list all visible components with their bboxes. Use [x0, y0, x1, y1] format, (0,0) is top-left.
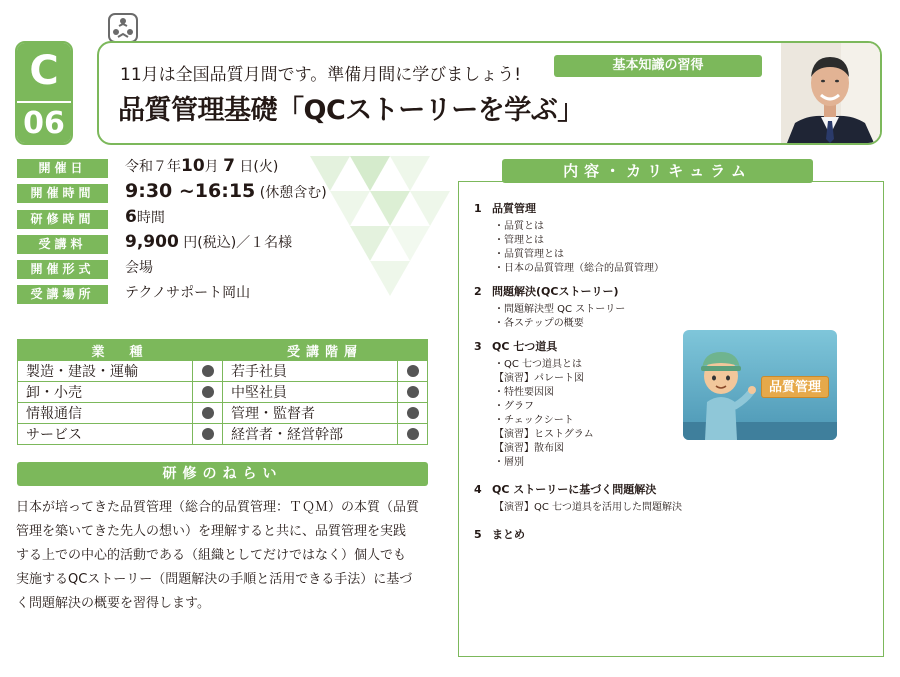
section-title: 品質管理 [492, 202, 536, 215]
curriculum-section-4 [474, 481, 656, 497]
check-dot-icon [202, 386, 214, 398]
level-cell: 中堅社員 [223, 382, 398, 403]
section-number: 3 [474, 340, 482, 353]
list-item: ・層別 [494, 457, 524, 468]
curriculum-section-2 [474, 283, 618, 299]
date-month-unit: 月 [204, 159, 219, 175]
fee-unit: 円(税込)／１名様 [183, 235, 293, 251]
check-dot-icon [407, 428, 419, 440]
list-item: ・品質とは [494, 221, 544, 232]
decorative-pattern [310, 156, 460, 306]
list-item: 【演習】散布図 [494, 443, 564, 454]
date-month: 10 [181, 156, 205, 176]
list-item: ・日本の品質管理（総合的品質管理） [494, 263, 664, 274]
fee-amount: 9,900 [125, 232, 179, 252]
aim-heading: 研修のねらい [17, 462, 428, 486]
table-row [18, 361, 428, 382]
section-number: 1 [474, 202, 482, 215]
info-date-value [125, 156, 278, 176]
target-table [17, 339, 428, 445]
section-number: 4 [474, 483, 482, 496]
industry-check [193, 361, 223, 382]
section-number: 5 [474, 528, 482, 541]
list-item: 【演習】パレート図 [494, 373, 584, 384]
date-era: 令和７年 [125, 159, 181, 175]
info-time-label: 開催時間 [17, 184, 108, 203]
level-check [398, 403, 428, 424]
check-dot-icon [202, 428, 214, 440]
curriculum-heading: 内容・カリキュラム [502, 159, 813, 183]
aim-line: 管理を築いてきた先人の想い）を理解すると共に、品質管理を実践 [16, 524, 407, 539]
table-row [18, 424, 428, 445]
list-item: ・品質管理とは [494, 249, 564, 260]
level-cell: 管理・監督者 [223, 403, 398, 424]
info-venue-label: 受講場所 [17, 285, 108, 304]
aim-line: く問題解決の概要を習得します。 [16, 596, 210, 611]
date-day-unit: 日(火) [239, 159, 279, 175]
level-cell: 経営者・経営幹部 [223, 424, 398, 445]
list-item: ・QC 七つ道具とは [494, 359, 583, 370]
curriculum-section-3 [474, 338, 557, 354]
info-format-label: 開催形式 [17, 260, 108, 279]
industry-cell: 卸・小売 [18, 382, 193, 403]
section-title: QC ストーリーに基づく問題解決 [492, 483, 657, 496]
course-code [15, 41, 73, 145]
list-item: ・各ステップの概要 [494, 318, 584, 329]
category-badge: 基本知識の習得 [554, 55, 762, 77]
info-fee-value [125, 232, 292, 252]
aim-line: 日本が培ってきた品質管理（総合的品質管理：ＴＱＭ）の本質（品質 [16, 500, 420, 515]
check-dot-icon [202, 365, 214, 377]
industry-check [193, 382, 223, 403]
level-check [398, 361, 428, 382]
course-code-letter: C [17, 43, 71, 101]
aim-text [16, 496, 436, 616]
instructor-photo [781, 43, 880, 143]
list-item: ・特性要因図 [494, 387, 554, 398]
check-dot-icon [407, 407, 419, 419]
level-header: 受講階層 [223, 340, 428, 361]
section-title: 問題解決(QCストーリー) [492, 285, 619, 298]
illustration-sign: 品質管理 [761, 376, 829, 398]
industry-check [193, 403, 223, 424]
hours-number: 6 [125, 207, 137, 227]
info-date-label: 開催日 [17, 159, 108, 178]
info-fee-label: 受講料 [17, 235, 108, 254]
level-cell: 若手社員 [223, 361, 398, 382]
course-title: 品質管理基礎「QCストーリーを学ぶ」 [118, 95, 584, 126]
time-note: (休憩含む) [259, 185, 327, 201]
info-venue-value: テクノサポート岡山 [125, 285, 251, 301]
list-item: 【演習】ヒストグラム [494, 429, 594, 440]
level-check [398, 424, 428, 445]
table-row [18, 403, 428, 424]
hours-unit: 時間 [136, 210, 165, 226]
section-title: まとめ [492, 528, 525, 541]
check-dot-icon [407, 365, 419, 377]
level-check [398, 382, 428, 403]
curriculum-section-5 [474, 526, 525, 542]
table-row [18, 382, 428, 403]
industry-cell: 情報通信 [18, 403, 193, 424]
industry-cell: サービス [18, 424, 193, 445]
industry-check [193, 424, 223, 445]
check-dot-icon [407, 386, 419, 398]
section-number: 2 [474, 285, 482, 298]
list-item: 【演習】QC 七つ道具を活用した問題解決 [494, 502, 683, 513]
course-code-number: 06 [17, 101, 71, 145]
list-item: ・チェックシート [494, 415, 574, 426]
list-item: ・グラフ [494, 401, 534, 412]
date-day: 7 [223, 156, 235, 176]
industry-cell: 製造・建設・運輸 [18, 361, 193, 382]
people-icon [108, 13, 138, 43]
section-title: QC 七つ道具 [492, 340, 558, 353]
aim-line: 実施するQCストーリー（問題解決の手順と活用できる手法）に基づ [16, 572, 413, 587]
industry-header: 業 種 [18, 340, 223, 361]
list-item: ・問題解決型 QC ストーリー [494, 304, 626, 315]
info-hours-label: 研修時間 [17, 210, 108, 229]
course-subtitle: 11月は全国品質月間です。準備月間に学びましょう! [120, 65, 522, 85]
info-format-value: 会場 [125, 260, 153, 276]
qc-illustration [683, 330, 837, 440]
list-item: ・管理とは [494, 235, 544, 246]
info-time-value [125, 180, 327, 202]
aim-line: する上での中心的活動である（組織としてだけではなく）個人でも [16, 548, 407, 563]
time-range: 9:30 ~16:15 [125, 180, 256, 202]
check-dot-icon [202, 407, 214, 419]
info-hours-value [125, 207, 165, 227]
curriculum-section-1 [474, 200, 536, 216]
